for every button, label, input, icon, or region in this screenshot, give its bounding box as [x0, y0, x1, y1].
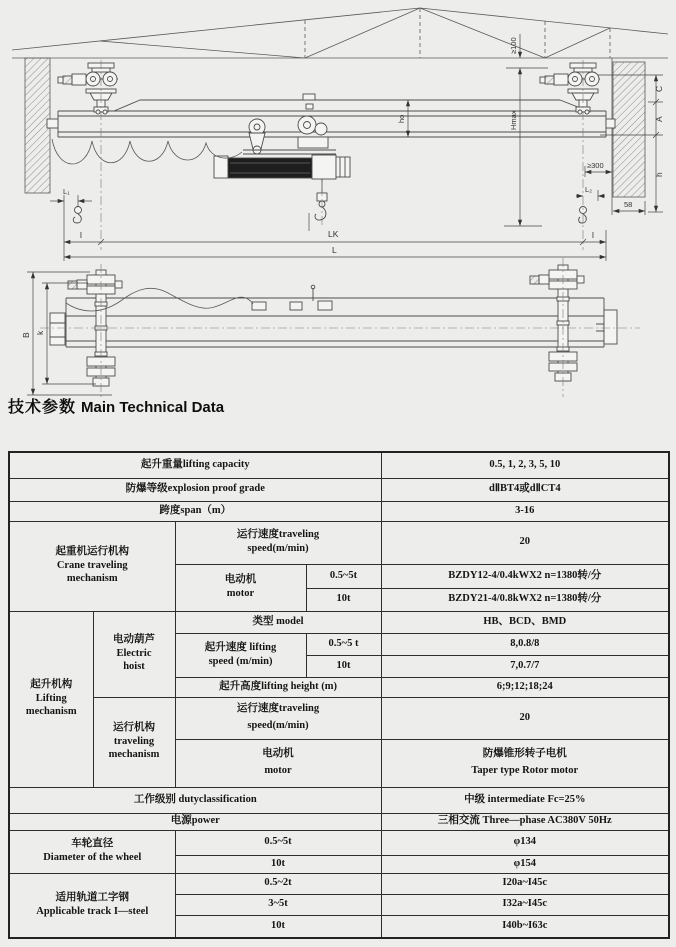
- dim-label-l2: L₂: [585, 185, 593, 194]
- cell-line: mechanism: [66, 573, 118, 585]
- dim-label-wall-clearance: ≥300: [587, 161, 604, 170]
- cell-line: Diameter of the wheel: [43, 852, 142, 863]
- dim-label-58: 58: [624, 200, 633, 209]
- cell-line: speed (m/min): [208, 655, 273, 667]
- capacity-range-cell: 10t: [175, 915, 381, 938]
- table-row: [9, 813, 669, 830]
- cell-line: 运行机构: [113, 721, 155, 733]
- cell-line: speed(m/min): [247, 543, 309, 554]
- dim-label-a: A: [654, 116, 664, 122]
- main-technical-data-table: [8, 451, 670, 939]
- centerlines: [101, 60, 583, 250]
- value-cell: I32a~I45c: [381, 894, 669, 915]
- cell-line: 电动机: [224, 574, 257, 586]
- cell-line: 车轮直径: [71, 838, 114, 850]
- param-label-cell: [175, 633, 306, 677]
- param-label-cell: 工作级别 dutyclassification: [9, 787, 381, 813]
- cell-line: Lifting: [35, 692, 67, 704]
- hook-limit-right: [579, 207, 587, 224]
- cell-line: 起重机运行机构: [55, 545, 129, 557]
- cell-line: 适用轨道工字钢: [55, 891, 129, 903]
- value-cell: 6;9;12;18;24: [381, 677, 669, 697]
- param-label-cell: [175, 739, 381, 787]
- value-cell: BZDY21-4/0.8kWX2 n=1380转/分: [381, 588, 669, 611]
- dim-label-h: h: [654, 172, 664, 177]
- param-label-cell: 电源power: [9, 813, 381, 830]
- dim-label-l-right: l: [592, 230, 594, 240]
- param-label-cell: 起升高度lifting height (m): [175, 677, 381, 697]
- param-label-cell: 防爆等级explosion proof grade: [9, 478, 381, 501]
- festoon-cable: [52, 139, 242, 164]
- cell-line: motor: [226, 588, 255, 599]
- value-cell: 20: [381, 697, 669, 739]
- table-row: [9, 478, 669, 501]
- param-label-cell: 跨度span（m）: [9, 501, 381, 521]
- param-label-cell: 起升重量lifting capacity: [9, 452, 381, 478]
- category-cell: [9, 611, 93, 787]
- section-title-en: Main Technical Data: [81, 399, 225, 416]
- capacity-range-cell: 10t: [175, 855, 381, 873]
- cell-line: Taper type Rotor motor: [471, 765, 579, 776]
- dim-label-B: B: [21, 332, 31, 338]
- category-cell: [9, 830, 175, 873]
- section-title: [8, 394, 224, 417]
- hook: [315, 207, 326, 220]
- plan-girder: [50, 285, 617, 347]
- cell-line: mechanism: [108, 749, 160, 761]
- crane-technical-drawing: [0, 0, 676, 400]
- value-cell: 3-16: [381, 501, 669, 521]
- dim-label-k: k: [35, 330, 45, 335]
- category-cell: [9, 873, 175, 938]
- cell-line: 电动葫芦: [113, 633, 155, 645]
- category-cell: [9, 521, 175, 611]
- dim-label-l1: L₁: [63, 187, 70, 196]
- value-cell: I20a~I45c: [381, 873, 669, 894]
- dim-label-c: C: [654, 85, 664, 92]
- cell-line: 起升速度 lifting: [204, 641, 277, 653]
- cell-line: hoist: [123, 661, 145, 673]
- value-cell: 7,0.7/7: [381, 655, 669, 677]
- dim-label-hmax: Hmax: [509, 110, 518, 130]
- left-wall: [25, 58, 50, 193]
- param-label-cell: [175, 564, 306, 611]
- cell-line: 电动机: [262, 748, 294, 760]
- capacity-range-cell: 10t: [306, 655, 381, 677]
- value-cell: φ134: [381, 830, 669, 855]
- value-cell: 中级 intermediate Fc=25%: [381, 787, 669, 813]
- table-row: [9, 697, 669, 739]
- roof-truss: [12, 8, 668, 58]
- table-row: [9, 521, 669, 564]
- value-cell: [381, 739, 669, 787]
- table-row: [9, 611, 669, 633]
- plan-view: [21, 258, 640, 397]
- table-row: [9, 501, 669, 521]
- section-title-zh: 技术参数: [8, 399, 77, 416]
- cell-line: Electric: [116, 647, 152, 659]
- subcategory-cell: [93, 697, 175, 787]
- hoist-trolley: [214, 116, 350, 231]
- cell-line: 起升机构: [30, 678, 73, 690]
- cell-line: speed(m/min): [247, 720, 309, 731]
- capacity-range-cell: 0.5~5t: [175, 830, 381, 855]
- cell-line: 运行速度traveling: [236, 529, 320, 541]
- table-row: [9, 452, 669, 478]
- capacity-range-cell: 0.5~5 t: [306, 633, 381, 655]
- param-label-cell: [175, 697, 381, 739]
- capacity-range-cell: 0.5~2t: [175, 873, 381, 894]
- value-cell: 8,0.8/8: [381, 633, 669, 655]
- value-cell: I40b~I63c: [381, 915, 669, 938]
- value-cell: φ154: [381, 855, 669, 873]
- capacity-range-cell: 0.5~5t: [306, 564, 381, 588]
- cell-line: motor: [264, 765, 292, 776]
- cell-line: 防爆锥形转子电机: [482, 748, 567, 760]
- capacity-range-cell: 3~5t: [175, 894, 381, 915]
- value-cell: dⅡBT4或dⅡCT4: [381, 478, 669, 501]
- table-row: [9, 873, 669, 894]
- value-cell: BZDY12-4/0.4kWX2 n=1380转/分: [381, 564, 669, 588]
- cell-line: Applicable track I—steel: [36, 905, 149, 917]
- cell-line: 运行速度traveling: [236, 703, 320, 715]
- param-label-cell: [175, 521, 381, 564]
- main-girder: [47, 94, 615, 137]
- table-row: [9, 830, 669, 855]
- hoist-drum: [228, 158, 312, 178]
- cell-line: traveling: [113, 735, 155, 747]
- value-cell: 三相交流 Three—phase AC380V 50Hz: [381, 813, 669, 830]
- value-cell: 20: [381, 521, 669, 564]
- elevation-view: [12, 8, 668, 261]
- dim-label-lk: LK: [328, 229, 339, 239]
- dim-label-top-clearance: ≥100: [509, 37, 518, 54]
- value-cell: HB、BCD、BMD: [381, 611, 669, 633]
- table-row: [9, 787, 669, 813]
- cell-line: Crane traveling: [56, 559, 128, 571]
- dim-label-ho: ho: [397, 114, 406, 123]
- cell-line: mechanism: [25, 706, 77, 718]
- capacity-range-cell: 10t: [306, 588, 381, 611]
- subcategory-cell: [93, 611, 175, 697]
- param-label-cell: 类型 model: [175, 611, 381, 633]
- value-cell: 0.5, 1, 2, 3, 5, 10: [381, 452, 669, 478]
- dim-label-L: L: [332, 245, 337, 255]
- dim-label-l-left: l: [80, 230, 82, 240]
- right-wall: [612, 58, 645, 215]
- hook-limit-left: [73, 207, 81, 224]
